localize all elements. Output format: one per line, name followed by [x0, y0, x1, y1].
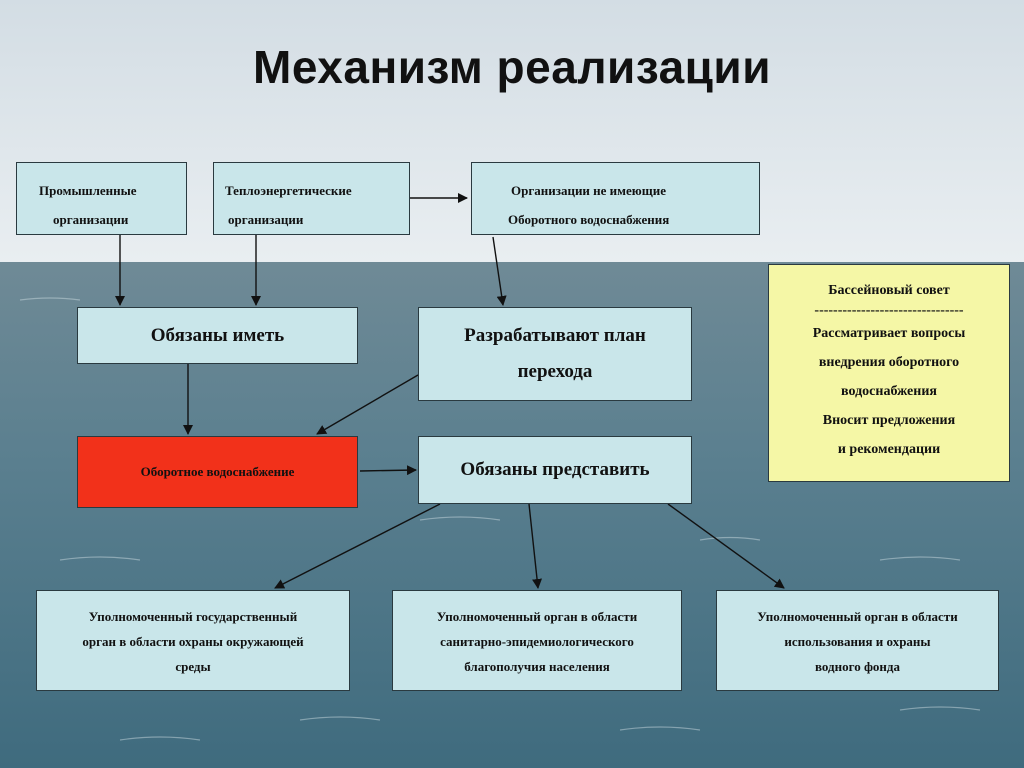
sanitary-authority-box: [392, 590, 682, 691]
box-line: и рекомендации: [837, 442, 941, 457]
box-line: Бассейновый совет: [828, 283, 950, 298]
box-line: Промышленные: [39, 183, 137, 198]
box-line: благополучия населения: [464, 659, 610, 674]
box-line: орган в области охраны окружающей: [82, 634, 304, 649]
box-line: Разрабатывают план: [464, 325, 646, 346]
box-line: организации: [53, 212, 129, 227]
box-line: Обязаны представить: [460, 459, 650, 480]
box-line: Рассматривает вопросы: [812, 326, 966, 341]
box-line: Организации не имеющие: [511, 183, 666, 198]
box-line: Обязаны иметь: [150, 324, 285, 346]
water-fund-authority-box: [716, 590, 999, 691]
box-line: водного фонда: [814, 659, 900, 674]
arrow-submit-to-water: [668, 504, 784, 588]
box-line: Вносит предложения: [822, 413, 956, 428]
environment-authority-box: [36, 590, 350, 691]
arrow-submit-to-env: [275, 504, 440, 588]
box-line: Уполномоченный государственный: [88, 609, 298, 624]
recycled-water-supply-box: [77, 436, 358, 508]
arrow-submit-to-sanitary: [529, 504, 538, 588]
box-line: перехода: [517, 361, 593, 382]
arrow-recycled-to-submit: [360, 470, 416, 471]
must-have-box: [77, 307, 358, 364]
box-line: Оборотного водоснабжения: [508, 212, 670, 227]
box-line: водоснабжения: [841, 384, 937, 399]
box-line: Оборотное водоснабжение: [140, 464, 295, 479]
industrial-organizations-box: [16, 162, 187, 235]
no-recycling-organizations-box: [471, 162, 760, 235]
arrow-no-recycling-to-plan: [493, 237, 503, 305]
heat-power-organizations-box: [213, 162, 410, 235]
must-submit-box: [418, 436, 692, 504]
box-line: среды: [175, 659, 211, 674]
box-line: санитарно-эпидемиологического: [440, 634, 634, 649]
box-line: Уполномоченный орган в области: [757, 609, 958, 624]
box-line: использования и охраны: [784, 634, 931, 649]
arrow-plan-to-recycled: [317, 375, 418, 434]
develop-plan-box: [418, 307, 692, 401]
basin-council-box: [768, 264, 1010, 482]
box-line: Теплоэнергетические: [225, 183, 352, 198]
box-line: организации: [228, 212, 304, 227]
separator-line: --------------------------------: [814, 303, 964, 318]
box-line: Уполномоченный орган в области: [436, 609, 638, 624]
box-line: внедрения оборотного: [818, 355, 960, 370]
page-title: Механизм реализации: [253, 41, 771, 93]
